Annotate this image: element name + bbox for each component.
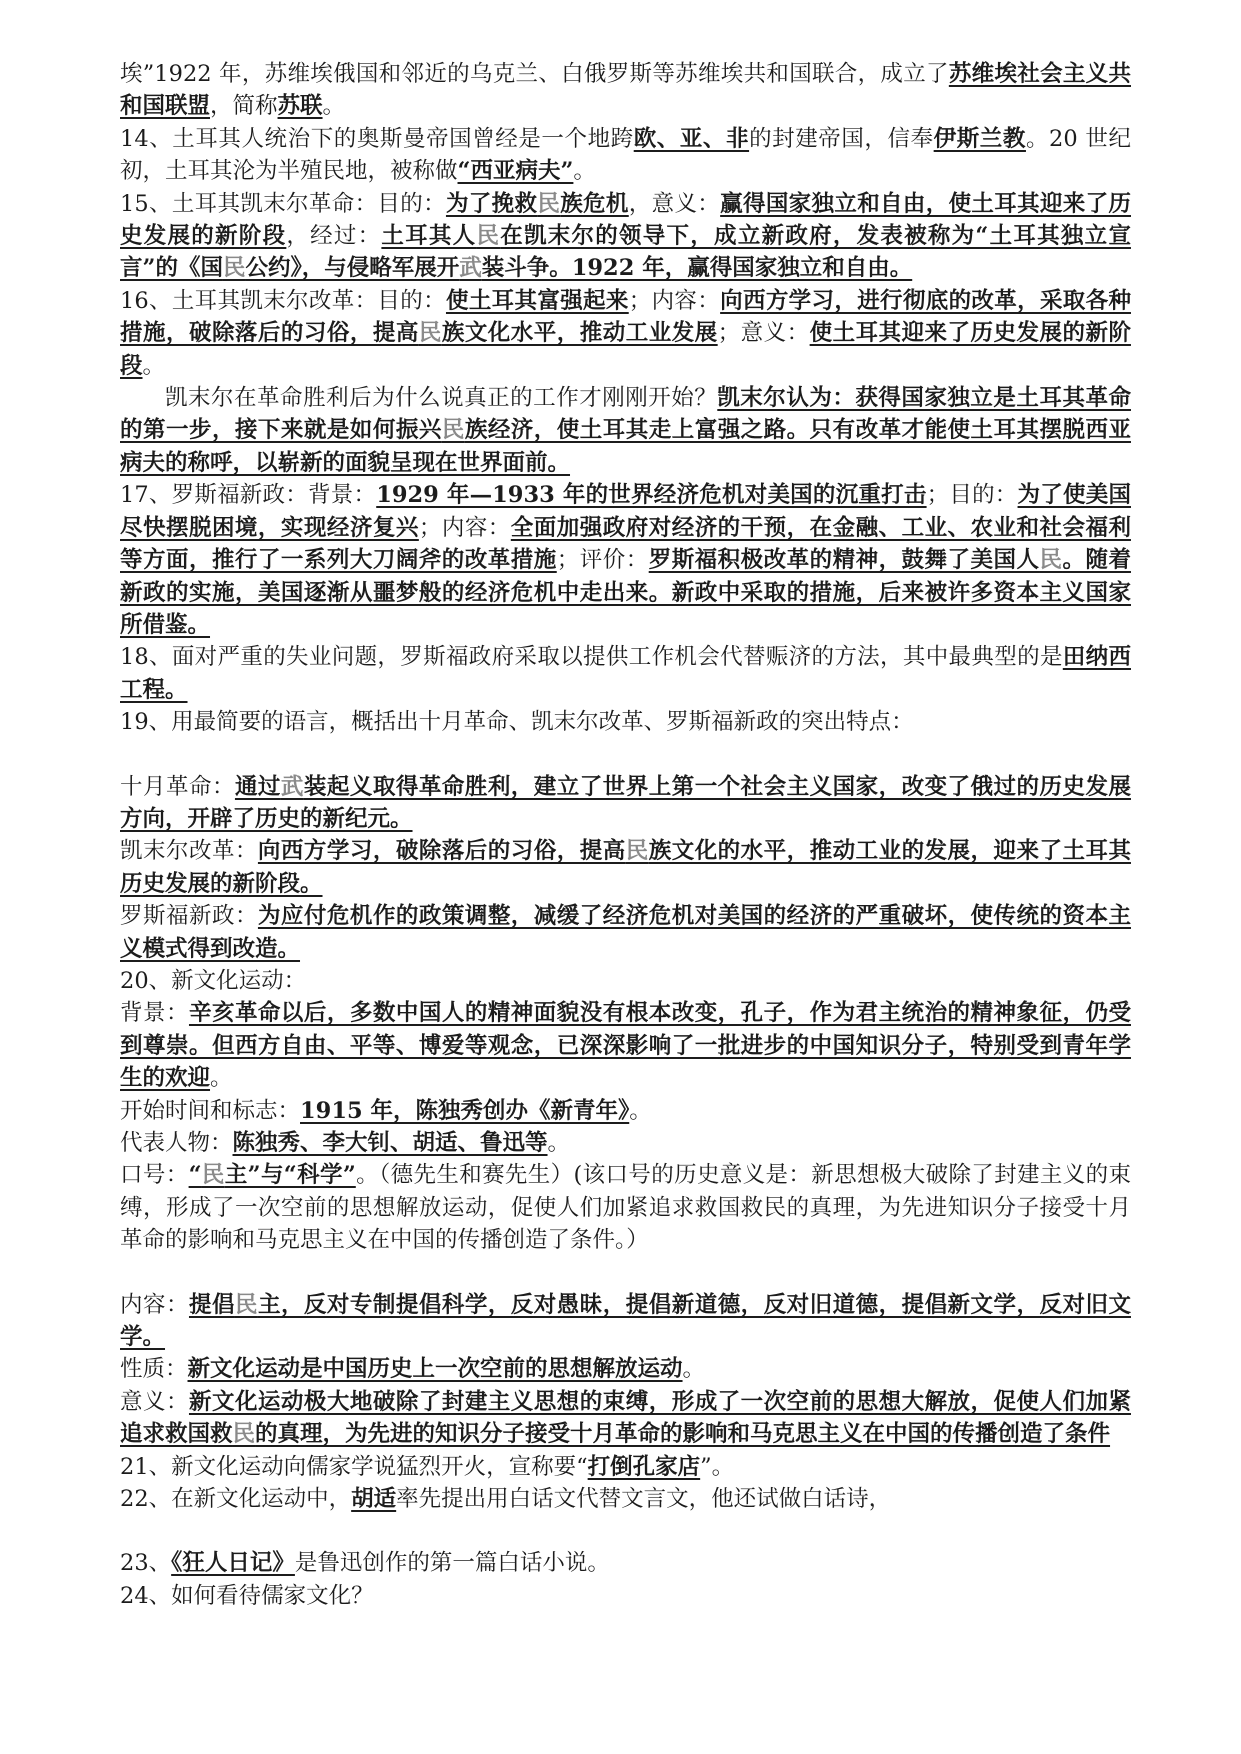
paragraph-19-kemal-reform: 凯末尔改革：向西方学习，破除落后的习俗，提高民族文化的水平，推动工业的发展，迎来了土耳其历史发展的新阶段。 bbox=[120, 838, 1131, 897]
answer: 胡适 bbox=[351, 1486, 397, 1513]
answer: 《狂人日记》 bbox=[171, 1550, 295, 1577]
paragraph-16-question: 凯末尔在革命胜利后为什么说真正的工作才刚刚开始？凯末尔认为：获得国家独立是土耳其革命的第一步，接下来就是如何振兴民族经济，使土耳其走上富强之路。只有改革才能使土耳其摆脱西亚病夫的称呼，以崭新的面貌呈现在世界面前。 bbox=[120, 385, 1131, 476]
answer: “民主”与“科学” bbox=[188, 1162, 356, 1189]
answer: 田纳西工程。 bbox=[120, 644, 1131, 703]
paragraph-17: 17、罗斯福新政：背景：1929 年—1933 年的世界经济危机对美国的沉重打击；目的：为了使美国尽快摆脱困境，实现经济复兴；内容：全面加强政府对经济的干预，在金融、工业、农业和社会福利等方面，推行了一系列大刀阔斧的改革措施；评价：罗斯福积极改革的精神，鼓舞了美国人民。随着新政的实施，美国逐渐从噩梦般的经济危机中走出来。新政中采取的措施，后来被许多资本主义国家所借鉴。 bbox=[120, 482, 1131, 638]
paragraph-20-nature: 性质：新文化运动是中国历史上一次空前的思想解放运动。 bbox=[120, 1356, 706, 1383]
answer: 为应付危机作的政策调整，减缓了经济危机对美国的经济的严重破坏，使传统的资本主义模式得到改造。 bbox=[120, 903, 1131, 962]
paragraph-20-background: 背景：辛亥革命以后，多数中国人的精神面貌没有根本改变，孔子，作为君主统治的精神象征，仍受到尊崇。但西方自由、平等、博爱等观念，已深深影响了一批进步的中国知识分子，特别受到青年学生的欢迎。 bbox=[120, 1000, 1131, 1092]
paragraph-14: 14、土耳其人统治下的奥斯曼帝国曾经是一个地跨欧、亚、非的封建帝国，信奉伊斯兰教。20 世纪初，土耳其沦为半殖民地，被称做“西亚病夫”。 bbox=[120, 125, 1131, 185]
answer: 全面加强政府对经济的干预，在金融、工业、农业和社会福利等方面，推行了一系列大刀阔斧的改革措施 bbox=[120, 514, 1131, 574]
answer: 向西方学习，进行彻底的改革，采取各种措施，破除落后的习俗，提高民族文化水平，推动工业发展 bbox=[120, 287, 1131, 347]
blank-line bbox=[120, 1515, 1131, 1547]
answer: 新文化运动是中国历史上一次空前的思想解放运动 bbox=[187, 1356, 683, 1383]
answer: 通过武装起义取得革命胜利，建立了世界上第一个社会主义国家，改变了俄过的历史发展方向，开辟了历史的新纪元。 bbox=[120, 773, 1131, 832]
paragraph-20-slogan: 口号：“民主”与“科学”。（德先生和赛先生）(该口号的历史意义是：新思想极大破除了封建主义的束缚，形成了一次空前的思想解放运动，促使人们加紧追求救国救民的真理，为先进知识分子接受十月革命的影响和马克思主义在中国的传播创造了条件。） bbox=[120, 1162, 1131, 1254]
answer: 凯末尔认为：获得国家独立是土耳其革命的第一步，接下来就是如何振兴民族经济，使土耳其走上富强之路。只有改革才能使土耳其摆脱西亚病夫的称呼，以崭新的面貌呈现在世界面前。 bbox=[120, 385, 1131, 476]
answer: 苏联 bbox=[277, 93, 323, 120]
paragraph-24: 24、如何看待儒家文化？ bbox=[120, 1582, 374, 1609]
paragraph-19-new-deal: 罗斯福新政：为应付危机作的政策调整，减缓了经济危机对美国的经济的严重破坏，使传统的资本主义模式得到改造。 bbox=[120, 903, 1131, 962]
paragraph-23: 23、《狂人日记》是鲁迅创作的第一篇白话小说。 bbox=[120, 1550, 610, 1577]
answer: 打倒孔家店 bbox=[587, 1453, 701, 1480]
answer: 辛亥革命以后，多数中国人的精神面貌没有根本改变，孔子，作为君主统治的精神象征，仍受到尊崇。但西方自由、平等、博爱等观念，已深深影响了一批进步的中国知识分子，特别受到青年学生的欢迎 bbox=[120, 1000, 1131, 1092]
answer: 土耳其人民在凯末尔的领导下，成立新政府，发表被称为“土耳其独立宣言”的《国民公约》，与侵略军展开武装斗争。1922 年，赢得国家独立和自由。 bbox=[120, 223, 1131, 282]
answer: 1929 年—1933 年的世界经济危机对美国的沉重打击 bbox=[376, 482, 927, 509]
answer: 为了使美国尽快摆脱困境，实现经济复兴 bbox=[120, 482, 1131, 541]
paragraph-18: 18、面对严重的失业问题，罗斯福政府采取以提供工作机会代替赈济的方法，其中最典型的是田纳西工程。 bbox=[120, 644, 1131, 703]
paragraph-15: 15、土耳其凯末尔革命：目的：为了挽救民族危机，意义：赢得国家独立和自由，使土耳其迎来了历史发展的新阶段，经过：土耳其人民在凯末尔的领导下，成立新政府，发表被称为“土耳其独立宣言”的《国民公约》，与侵略军展开武装斗争。1922 年，赢得国家独立和自由。 bbox=[120, 190, 1131, 282]
paragraph-22: 22、在新文化运动中，胡适率先提出用白话文代替文言文，他还试做白话诗， bbox=[120, 1486, 892, 1513]
answer: 罗斯福积极改革的精神，鼓舞了美国人民。随着新政的实施，美国逐渐从噩梦般的经济危机中走出来。新政中采取的措施，后来被许多资本主义国家所借鉴。 bbox=[120, 547, 1131, 638]
paragraph-0: 埃”1922 年，苏维埃俄国和邻近的乌克兰、白俄罗斯等苏维埃共和国联合，成立了苏维埃社会主义共和国联盟，简称苏联。 bbox=[120, 61, 1131, 120]
paragraph-19: 19、用最简要的语言，概括出十月革命、凯末尔改革、罗斯福新政的突出特点： bbox=[120, 709, 914, 736]
paragraph-20-figures: 代表人物：陈独秀、李大钊、胡适、鲁迅等。 bbox=[120, 1130, 571, 1156]
answer: 伊斯兰教 bbox=[933, 125, 1026, 152]
blank-line bbox=[120, 739, 1131, 771]
blank-line bbox=[120, 1257, 1131, 1289]
answer: 使土耳其迎来了历史发展的新阶段 bbox=[120, 320, 1131, 379]
paragraph-20-content: 内容：提倡民主，反对专制提倡科学，反对愚昧，提倡新道德，反对旧道德，提倡新文学，反对旧文学。 bbox=[120, 1291, 1131, 1351]
answer: 苏维埃社会主义共和国联盟 bbox=[120, 61, 1131, 120]
answer: 陈独秀、李大钊、胡适、鲁迅等 bbox=[232, 1130, 548, 1156]
answer: 向西方学习，破除落后的习俗，提高民族文化的水平，推动工业的发展，迎来了土耳其历史发展的新阶段。 bbox=[120, 838, 1131, 897]
paragraph-20: 20、新文化运动： bbox=[120, 967, 307, 994]
answer: 赢得国家独立和自由，使土耳其迎来了历史发展的新阶段 bbox=[120, 190, 1131, 250]
answer: 使土耳其富强起来 bbox=[445, 287, 629, 314]
paragraph-16: 16、土耳其凯末尔改革：目的：使土耳其富强起来；内容：向西方学习，进行彻底的改革，采取各种措施，破除落后的习俗，提高民族文化水平，推动工业发展；意义：使土耳其迎来了历史发展的新阶段。 bbox=[120, 287, 1131, 379]
answer: “西亚病夫” bbox=[457, 158, 574, 185]
answer: 1915 年，陈独秀创办《新青年》 bbox=[300, 1097, 630, 1124]
answer: 欧、亚、非 bbox=[633, 125, 750, 152]
answer: 新文化运动极大地破除了封建主义思想的束缚，形成了一次空前的思想大解放，促使人们加紧追求救国救民的真理，为先进的知识分子接受十月革命的影响和马克思主义在中国的传播创造了条件 bbox=[120, 1388, 1131, 1448]
paragraph-20-significance: 意义：新文化运动极大地破除了封建主义思想的束缚，形成了一次空前的思想大解放，促使人们加紧追求救国救民的真理，为先进的知识分子接受十月革命的影响和马克思主义在中国的传播创造了条件 bbox=[120, 1388, 1131, 1448]
paragraph-21: 21、新文化运动向儒家学说猛烈开火，宣称要“打倒孔家店”。 bbox=[120, 1453, 735, 1480]
answer: 提倡民主，反对专制提倡科学，反对愚昧，提倡新道德，反对旧道德，提倡新文学，反对旧文学。 bbox=[120, 1291, 1131, 1351]
paragraph-19-october-revolution: 十月革命：通过武装起义取得革命胜利，建立了世界上第一个社会主义国家，改变了俄过的历史发展方向，开辟了历史的新纪元。 bbox=[120, 773, 1131, 832]
paragraph-20-start: 开始时间和标志：1915 年，陈独秀创办《新青年》。 bbox=[120, 1097, 652, 1124]
answer: 为了挽救民族危机 bbox=[445, 190, 629, 217]
